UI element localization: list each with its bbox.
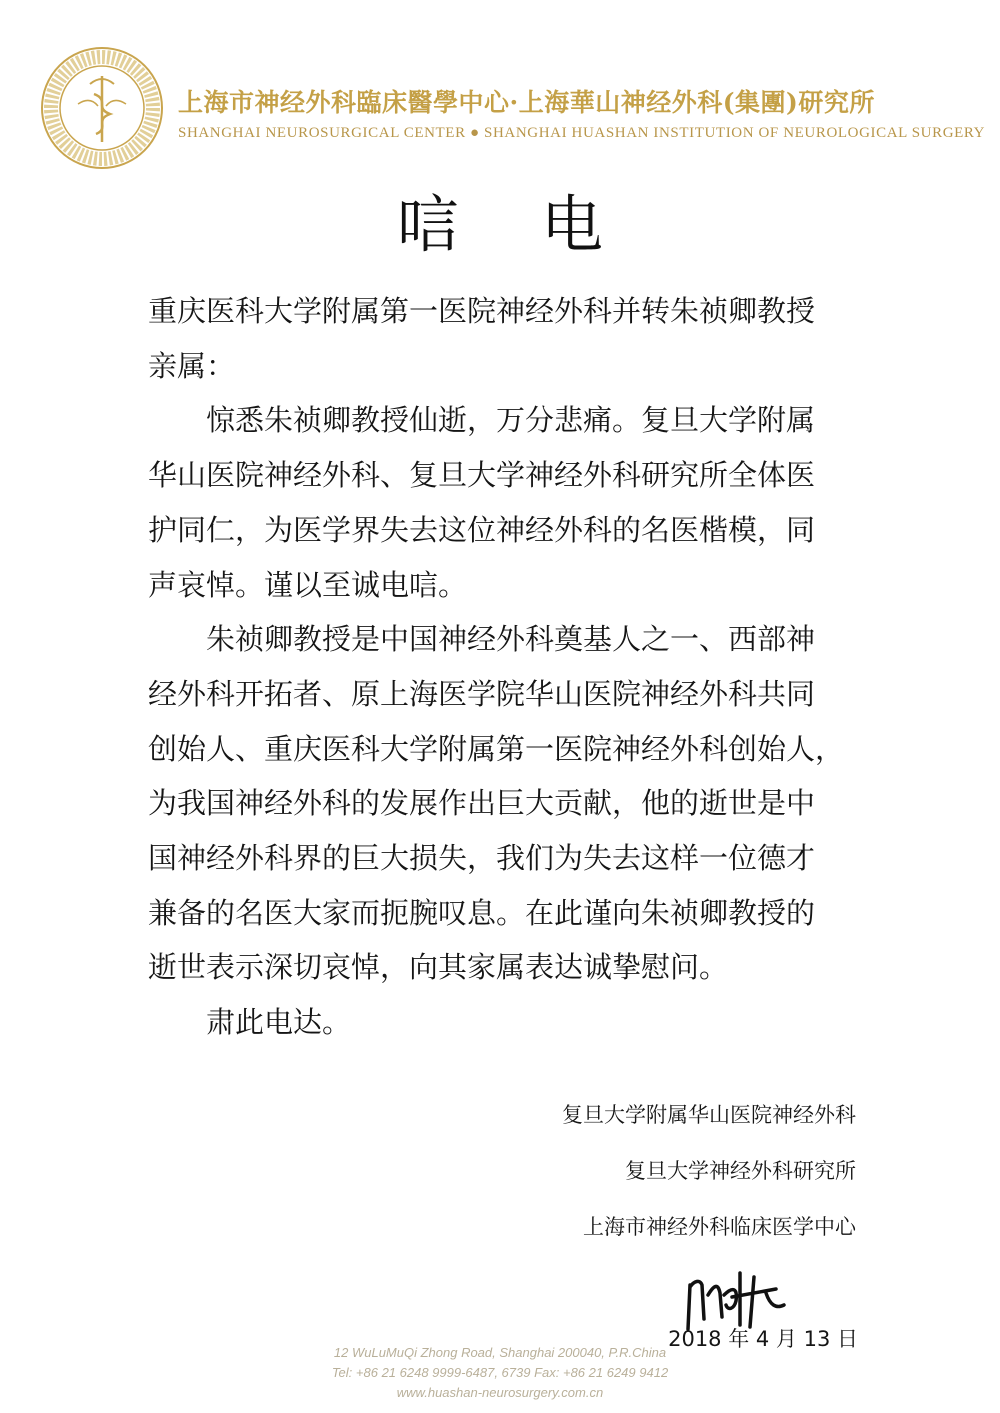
sender-org-2: 复旦大学神经外科研究所 [625,1159,856,1183]
letterhead-footer [0,1343,1000,1403]
paragraph-line: 声哀悼。谨以至诚电唁。 [148,567,468,602]
paragraph-line: 兼备的名医大家而扼腕叹息。在此谨向朱祯卿教授的 [148,895,816,930]
footer-website: www.huashan-neurosurgery.com.cn [396,1385,604,1400]
footer-phone: Tel: +86 21 6248 9999-6487, 6739 Fax: +86 21 6249 9412 [331,1365,669,1380]
signature-block [562,1095,856,1263]
document-date: 2018 年 4 月 13 日 [668,1327,858,1351]
paragraph-line: 为我国神经外科的发展作出巨大贡献，他的逝世是中 [148,786,816,821]
letterhead-chinese-title: 上海市神经外科臨床醫學中心·上海華山神经外科(集團)研究所 [178,88,875,117]
paragraph-line: 惊悉朱祯卿教授仙逝，万分悲痛。复旦大学附属 [206,403,816,438]
paragraph-line: 护同仁，为医学界失去这位神经外科的名医楷模，同 [148,512,816,547]
paragraph-line: 国神经外科界的巨大损失，我们为失去这样一位德才 [148,841,816,876]
paragraph-line: 华山医院神经外科、复旦大学神经外科研究所全体医 [148,458,816,493]
closing-line: 肃此电达。 [206,1005,352,1040]
institution-seal-icon [38,44,166,172]
paragraph-line: 经外科开拓者、原上海医学院华山医院神经外科共同 [148,676,816,711]
recipient-line: 亲属： [148,348,236,383]
letterhead-english-title: SHANGHAI NEUROSURGICAL CENTER ● SHANGHAI HUASHAN INSTITUTION OF NEUROLOGICAL SURGERY [178,125,986,141]
paragraph-line: 朱祯卿教授是中国神经外科奠基人之一、西部神 [206,622,816,657]
letterhead [0,0,1000,180]
paragraph-line: 创始人、重庆医科大学附属第一医院神经外科创始人， [148,731,845,766]
footer-address: 12 WuLuMuQi Zhong Road, Shanghai 200040, P.R.China [333,1345,667,1360]
sender-org-3: 上海市神经外科临床医学中心 [583,1215,856,1239]
sender-org-1: 复旦大学附属华山医院神经外科 [562,1103,856,1127]
document-body [148,284,863,1050]
document-title: 唁电 [396,188,685,261]
recipient-line: 重庆医科大学附属第一医院神经外科并转朱祯卿教授 [148,294,816,328]
paragraph-line: 逝世表示深切哀悼，向其家属表达诚挚慰问。 [148,950,729,985]
